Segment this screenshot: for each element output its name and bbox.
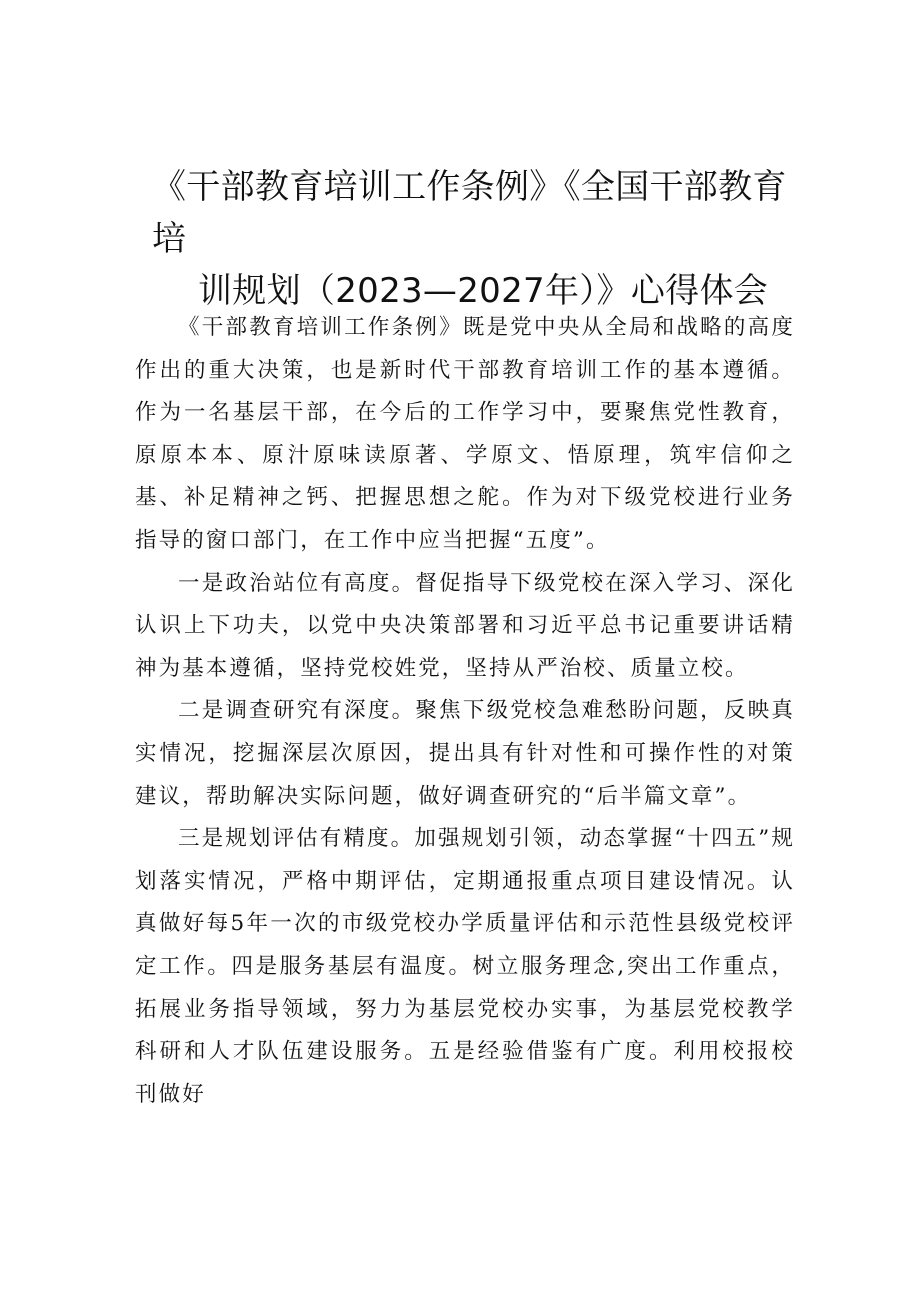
document-body: [135, 307, 795, 1116]
paragraph-point-3: 三是规划评估有精度。加强规划引领，动态掌握“十四五”规划落实情况，严格中期评估，定期通报重点项目建设情况。认真做好每5年一次的市级党校办学质量评估和示范性县级党校评定工作。四是服务基层有温度。树立服务理念,突出工作重点，拓展业务指导领域，努力为基层党校办实事，为基层党校教学科研和人才队伍建设服务。五是经验借鉴有广度。利用校报校刊做好: [135, 826, 795, 1107]
paragraph-intro: 《干部教育培训工作条例》既是党中央从全局和战略的高度作出的重大决策，也是新时代干部教育培训工作的基本遵循。作为一名基层干部，在今后的工作学习中，要聚焦党性教育，原原本本、原汁原味读原著、学原文、悟原理，筑牢信仰之基、补足精神之钙、把握思想之舵。作为对下级党校进行业务指导的窗口部门，在工作中应当把握“五度”。: [135, 315, 795, 553]
document-title: [152, 161, 812, 317]
title-line-2: 训规划（2023—2027年）》心得体会: [198, 271, 769, 311]
paragraph-point-2: 二是调查研究有深度。聚焦下级党校急难愁盼问题，反映真实情况，挖掘深层次原因，提出具有针对性和可操作性的对策建议，帮助解决实际问题，做好调查研究的“后半篇文章”。: [135, 698, 795, 809]
paragraph-point-1: 一是政治站位有高度。督促指导下级党校在深入学习、深化认识上下功夫，以党中央决策部署和习近平总书记重要讲话精神为基本遵循，坚持党校姓党，坚持从严治校、质量立校。: [135, 570, 795, 681]
title-line-1: 《干部教育培训工作条例》《全国干部教育培: [152, 167, 787, 259]
